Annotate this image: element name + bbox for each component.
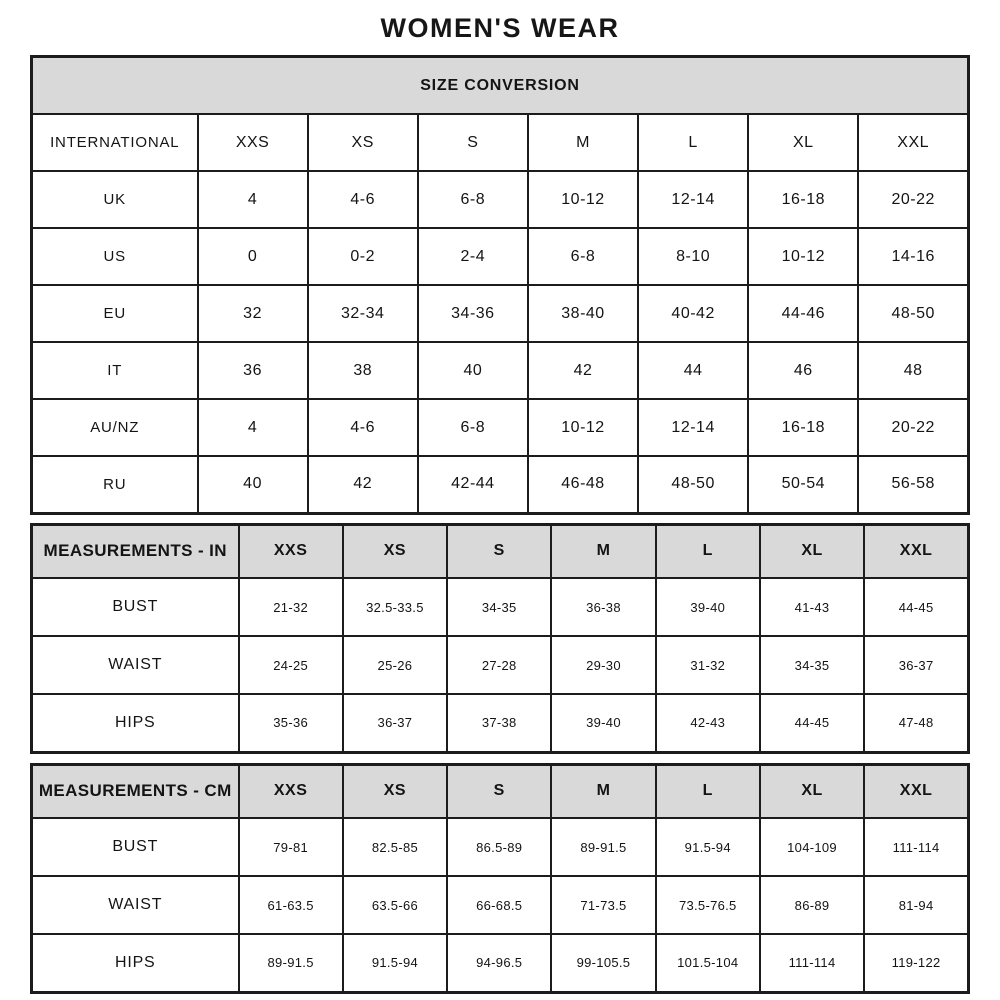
size-column-header: XL	[760, 764, 864, 818]
size-conversion-banner-row	[32, 57, 969, 115]
size-cell: 32.5-33.5	[343, 578, 447, 636]
size-cell: 91.5-94	[656, 818, 760, 876]
size-cell: 86-89	[760, 876, 864, 934]
size-column-header: L	[656, 524, 760, 578]
table-row	[32, 342, 969, 399]
size-cell: 8-10	[638, 228, 748, 285]
size-cell: 4	[198, 171, 308, 228]
size-column-header: XS	[343, 764, 447, 818]
row-label: RU	[32, 456, 198, 513]
size-cell: 42	[308, 456, 418, 513]
size-cell: 29-30	[551, 636, 655, 694]
table-row	[32, 818, 969, 876]
size-cell: XS	[308, 114, 418, 171]
size-cell: 44-45	[760, 694, 864, 752]
table-row	[32, 578, 969, 636]
size-cell: 0	[198, 228, 308, 285]
row-label: INTERNATIONAL	[32, 114, 198, 171]
size-cell: 41-43	[760, 578, 864, 636]
size-cell: 40	[418, 342, 528, 399]
row-label: US	[32, 228, 198, 285]
size-column-header: XXL	[864, 524, 968, 578]
size-cell: 40	[198, 456, 308, 513]
table-row	[32, 456, 969, 513]
size-cell: 44	[638, 342, 748, 399]
size-cell: 24-25	[239, 636, 343, 694]
size-cell: 34-36	[418, 285, 528, 342]
size-cell: 20-22	[858, 399, 968, 456]
size-cell: 31-32	[656, 636, 760, 694]
size-cell: 16-18	[748, 399, 858, 456]
size-cell: 6-8	[528, 228, 638, 285]
table-row	[32, 171, 969, 228]
size-cell: 46	[748, 342, 858, 399]
size-cell: 12-14	[638, 399, 748, 456]
table-row	[32, 228, 969, 285]
size-column-header: L	[656, 764, 760, 818]
size-cell: 36-37	[343, 694, 447, 752]
size-column-header: XXL	[864, 764, 968, 818]
size-cell: 6-8	[418, 399, 528, 456]
size-cell: 37-38	[447, 694, 551, 752]
size-column-header: S	[447, 764, 551, 818]
size-conversion-banner: SIZE CONVERSION	[32, 57, 969, 115]
size-cell: 34-35	[760, 636, 864, 694]
table-row	[32, 934, 969, 992]
size-cell: 35-36	[239, 694, 343, 752]
size-cell: 16-18	[748, 171, 858, 228]
row-label: BUST	[32, 818, 239, 876]
size-cell: 86.5-89	[447, 818, 551, 876]
size-cell: 111-114	[864, 818, 968, 876]
size-cell: 94-96.5	[447, 934, 551, 992]
row-label: AU/NZ	[32, 399, 198, 456]
row-label: HIPS	[32, 694, 239, 752]
size-conversion-table	[30, 55, 970, 515]
size-cell: 56-58	[858, 456, 968, 513]
size-cell: 20-22	[858, 171, 968, 228]
table-row	[32, 114, 969, 171]
size-cell: 42-44	[418, 456, 528, 513]
size-cell: 42-43	[656, 694, 760, 752]
table-row	[32, 876, 969, 934]
size-cell: 40-42	[638, 285, 748, 342]
size-cell: 21-32	[239, 578, 343, 636]
table-row	[32, 694, 969, 752]
table-row	[32, 399, 969, 456]
size-cell: 48-50	[638, 456, 748, 513]
size-cell: 36-38	[551, 578, 655, 636]
size-cell: 66-68.5	[447, 876, 551, 934]
size-cell: 14-16	[858, 228, 968, 285]
size-column-header: M	[551, 764, 655, 818]
page-title: WOMEN'S WEAR	[380, 13, 620, 43]
size-column-header: XXS	[239, 764, 343, 818]
size-column-header: M	[551, 524, 655, 578]
size-column-header: S	[447, 524, 551, 578]
size-chart-sheet	[30, 0, 970, 994]
size-cell: 50-54	[748, 456, 858, 513]
row-label: IT	[32, 342, 198, 399]
size-cell: 101.5-104	[656, 934, 760, 992]
size-cell: 34-35	[447, 578, 551, 636]
size-cell: 4-6	[308, 399, 418, 456]
size-cell: 36-37	[864, 636, 968, 694]
size-cell: 32	[198, 285, 308, 342]
measurements-cm-header-label: MEASUREMENTS - CM	[32, 764, 239, 818]
measurements-cm-header-row	[32, 764, 969, 818]
size-cell: XXL	[858, 114, 968, 171]
row-label: UK	[32, 171, 198, 228]
size-cell: M	[528, 114, 638, 171]
measurements-in-table	[30, 523, 970, 754]
size-cell: 99-105.5	[551, 934, 655, 992]
size-cell: 73.5-76.5	[656, 876, 760, 934]
size-cell: 63.5-66	[343, 876, 447, 934]
size-cell: 4	[198, 399, 308, 456]
size-cell: XL	[748, 114, 858, 171]
size-cell: 6-8	[418, 171, 528, 228]
size-cell: 46-48	[528, 456, 638, 513]
row-label: BUST	[32, 578, 239, 636]
size-cell: 27-28	[447, 636, 551, 694]
size-cell: 89-91.5	[239, 934, 343, 992]
size-column-header: XXS	[239, 524, 343, 578]
size-cell: 89-91.5	[551, 818, 655, 876]
size-cell: 39-40	[551, 694, 655, 752]
size-cell: 48-50	[858, 285, 968, 342]
size-cell: 119-122	[864, 934, 968, 992]
size-cell: 10-12	[748, 228, 858, 285]
size-cell: 10-12	[528, 399, 638, 456]
row-label: EU	[32, 285, 198, 342]
table-row	[32, 636, 969, 694]
size-cell: 47-48	[864, 694, 968, 752]
size-cell: 61-63.5	[239, 876, 343, 934]
size-cell: S	[418, 114, 528, 171]
size-cell: 104-109	[760, 818, 864, 876]
row-label: HIPS	[32, 934, 239, 992]
table-row	[32, 285, 969, 342]
size-cell: 71-73.5	[551, 876, 655, 934]
size-cell: 38-40	[528, 285, 638, 342]
row-label: WAIST	[32, 876, 239, 934]
size-cell: 4-6	[308, 171, 418, 228]
measurements-in-header-label: MEASUREMENTS - IN	[32, 524, 239, 578]
size-cell: 81-94	[864, 876, 968, 934]
size-cell: 91.5-94	[343, 934, 447, 992]
size-cell: 38	[308, 342, 418, 399]
size-column-header: XS	[343, 524, 447, 578]
measurements-cm-table	[30, 763, 970, 994]
row-label: WAIST	[32, 636, 239, 694]
size-cell: 44-46	[748, 285, 858, 342]
size-cell: 2-4	[418, 228, 528, 285]
size-cell: 44-45	[864, 578, 968, 636]
size-cell: 12-14	[638, 171, 748, 228]
size-cell: 10-12	[528, 171, 638, 228]
size-cell: L	[638, 114, 748, 171]
size-cell: 111-114	[760, 934, 864, 992]
size-cell: 39-40	[656, 578, 760, 636]
size-cell: 36	[198, 342, 308, 399]
size-column-header: XL	[760, 524, 864, 578]
size-cell: 79-81	[239, 818, 343, 876]
size-cell: 32-34	[308, 285, 418, 342]
size-cell: 25-26	[343, 636, 447, 694]
size-cell: XXS	[198, 114, 308, 171]
measurements-in-header-row	[32, 524, 969, 578]
size-cell: 42	[528, 342, 638, 399]
size-cell: 0-2	[308, 228, 418, 285]
size-cell: 48	[858, 342, 968, 399]
size-cell: 82.5-85	[343, 818, 447, 876]
